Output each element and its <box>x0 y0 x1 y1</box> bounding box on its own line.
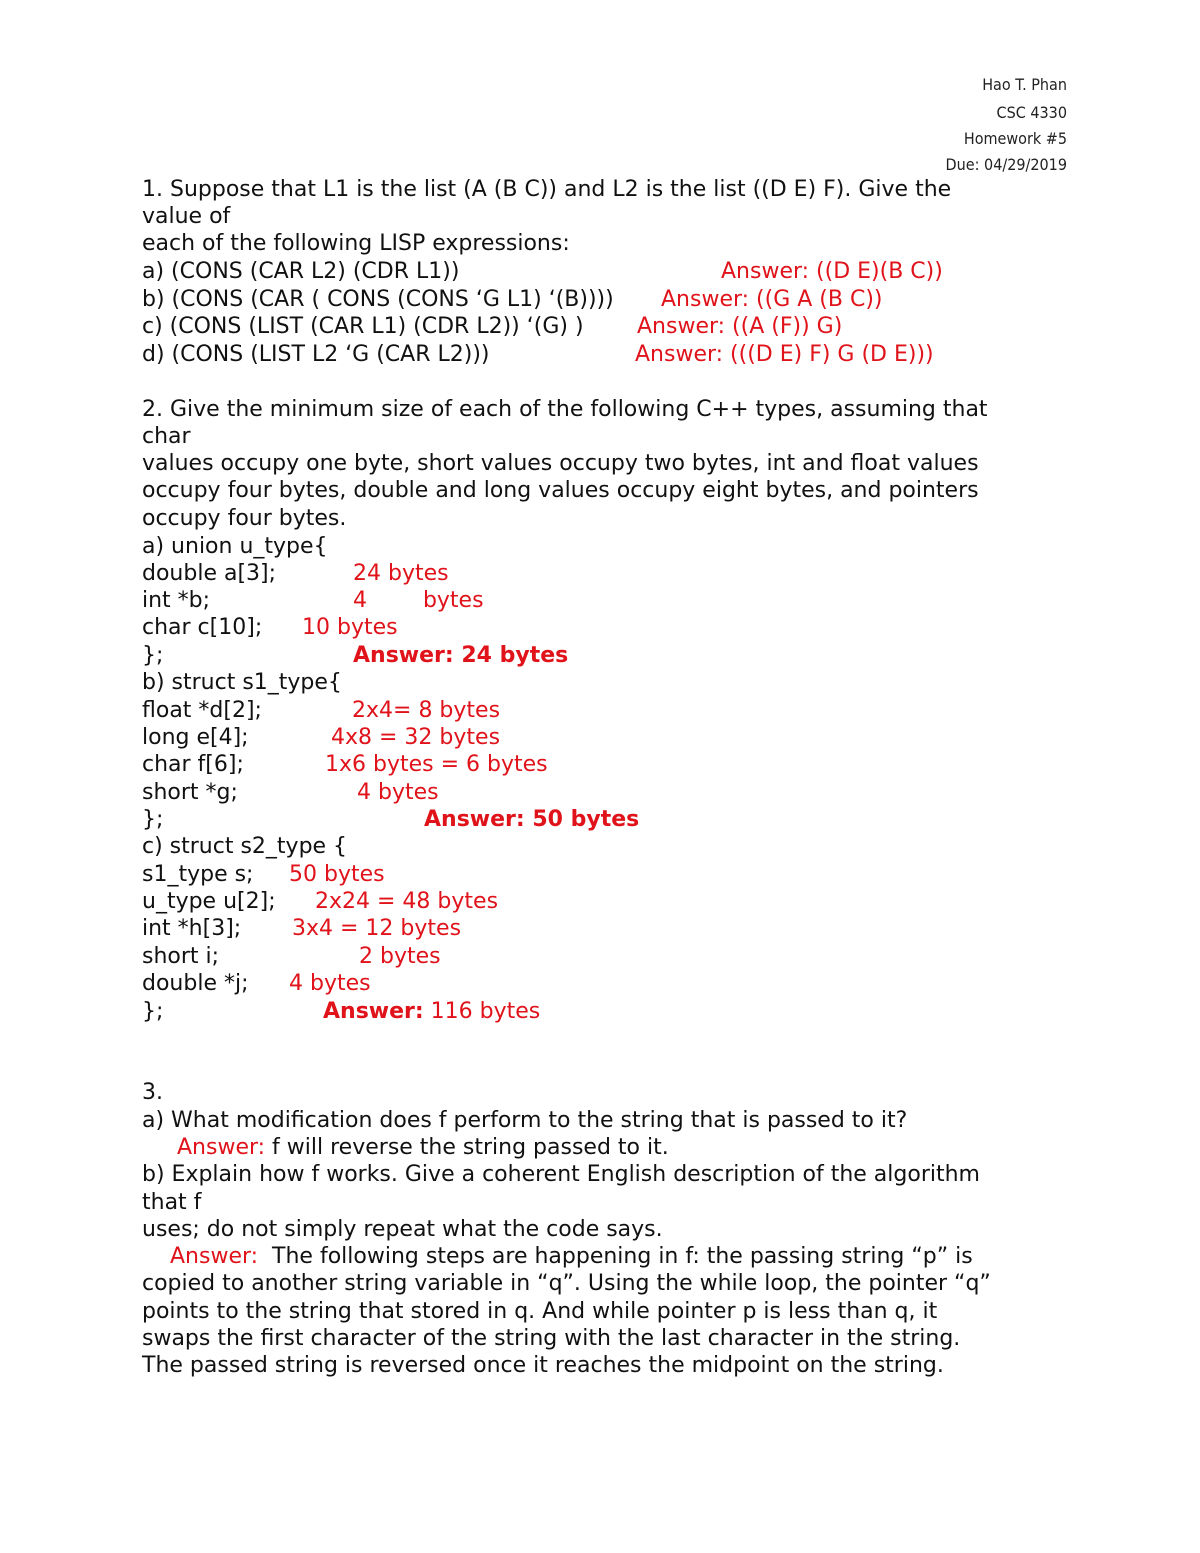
q1-answer-b: Answer: ((G A (B C)) <box>661 287 883 312</box>
q2-text-line3: values occupy one byte, short values occupy two bytes, int and float values <box>142 451 979 476</box>
q2c-size-3: 3x4 = 12 bytes <box>292 916 462 941</box>
q2a-size-1: 24 bytes <box>353 561 449 586</box>
q2b-close: }; <box>142 807 164 832</box>
q2a-code-3: char c[10]; <box>142 615 263 640</box>
q2-text-line1: 2. Give the minimum size of each of the following C++ types, assuming that <box>142 397 988 422</box>
q3a-answer-label: Answer: <box>177 1135 266 1160</box>
q3b-answer-line4: swaps the first character of the string with the last character in the string. <box>142 1326 961 1351</box>
q3a-question: a) What modification does f perform to the string that is passed to it? <box>142 1108 908 1133</box>
q1-expr-b: b) (CONS (CAR ( CONS (CONS ‘G L1) ‘(B)))) <box>142 287 614 312</box>
q2c-code-1: s1_type s; <box>142 862 254 887</box>
q3b-answer-line2: copied to another string variable in “q”. Using the while loop, the pointer “q” <box>142 1271 991 1296</box>
q2b-code-3: char f[6]; <box>142 752 244 777</box>
q3b-question-line3: uses; do not simply repeat what the code says. <box>142 1217 663 1242</box>
q3b-question-line2: that f <box>142 1190 202 1215</box>
q2c-answer-value: 116 bytes <box>423 999 541 1024</box>
q2a-size-2: 4 bytes <box>353 588 484 613</box>
q1-answer-a: Answer: ((D E)(B C)) <box>721 259 943 284</box>
q2c-size-2: 2x24 = 48 bytes <box>315 889 499 914</box>
q2b-code-2: long e[4]; <box>142 725 249 750</box>
q2c-open: c) struct s2_type { <box>142 834 348 859</box>
q2c-size-1: 50 bytes <box>289 862 385 887</box>
q2c-answer <box>323 998 540 1025</box>
course-code: CSC 4330 <box>996 103 1067 122</box>
q3b-question-line1: b) Explain how f works. Give a coherent English description of the algorithm <box>142 1162 980 1187</box>
q3b-answer-line5: The passed string is reversed once it reaches the midpoint on the string. <box>142 1353 944 1378</box>
q3a-answer-text: f will reverse the string passed to it. <box>265 1135 669 1160</box>
q2c-answer-label: Answer: <box>323 999 424 1024</box>
q2a-code-2: int *b; <box>142 588 211 613</box>
q2c-code-4: short i; <box>142 944 220 969</box>
q1-expr-d: d) (CONS (LIST L2 ‘G (CAR L2))) <box>142 342 490 367</box>
homework-title: Homework #5 <box>963 129 1067 148</box>
q2b-size-3: 1x6 bytes = 6 bytes <box>325 752 548 777</box>
q2a-close: }; <box>142 643 164 668</box>
q3b-answer-line1 <box>170 1243 973 1270</box>
q2c-code-5: double *j; <box>142 971 249 996</box>
q2b-open: b) struct s1_type{ <box>142 670 342 695</box>
q3-number: 3. <box>142 1080 163 1105</box>
q2b-size-2: 4x8 = 32 bytes <box>331 725 501 750</box>
q2c-size-4: 2 bytes <box>359 944 441 969</box>
q2b-size-1: 2x4= 8 bytes <box>352 698 501 723</box>
q2-text-line2: char <box>142 424 191 449</box>
q1-answer-d: Answer: (((D E) F) G (D E))) <box>635 342 934 367</box>
q3a-answer <box>177 1134 669 1161</box>
q1-answer-c: Answer: ((A (F)) G) <box>637 314 843 339</box>
q2c-size-5: 4 bytes <box>289 971 371 996</box>
due-date: Due: 04/29/2019 <box>945 155 1067 174</box>
q2a-code-1: double a[3]; <box>142 561 277 586</box>
q3b-answer-line3: points to the string that stored in q. And while pointer p is less than q, it <box>142 1299 938 1324</box>
q3b-answer-text1: The following steps are happening in f: the passing string “p” is <box>258 1244 973 1269</box>
q3b-answer-label: Answer: <box>170 1244 259 1269</box>
q1-expr-c: c) (CONS (LIST (CAR L1) (CDR L2)) ‘(G) ) <box>142 314 584 339</box>
q2a-answer: Answer: 24 bytes <box>353 643 569 668</box>
q2-text-line5: occupy four bytes. <box>142 506 347 531</box>
q1-expr-a: a) (CONS (CAR L2) (CDR L1)) <box>142 259 460 284</box>
author-name: Hao T. Phan <box>982 75 1067 94</box>
q2c-code-3: int *h[3]; <box>142 916 242 941</box>
q2b-answer: Answer: 50 bytes <box>424 807 640 832</box>
q1-text-line1: 1. Suppose that L1 is the list (A (B C)) and L2 is the list ((D E) F). Give the <box>142 177 952 202</box>
q2a-open: a) union u_type{ <box>142 534 328 559</box>
q1-text-line3: each of the following LISP expressions: <box>142 231 570 256</box>
q2b-code-4: short *g; <box>142 780 238 805</box>
q2b-code-1: float *d[2]; <box>142 698 262 723</box>
q1-text-line2: value of <box>142 204 231 229</box>
q2a-size-3: 10 bytes <box>302 615 398 640</box>
q2b-size-4: 4 bytes <box>357 780 439 805</box>
q2c-code-2: u_type u[2]; <box>142 889 276 914</box>
q2c-close: }; <box>142 999 164 1024</box>
q2-text-line4: occupy four bytes, double and long values occupy eight bytes, and pointers <box>142 478 979 503</box>
